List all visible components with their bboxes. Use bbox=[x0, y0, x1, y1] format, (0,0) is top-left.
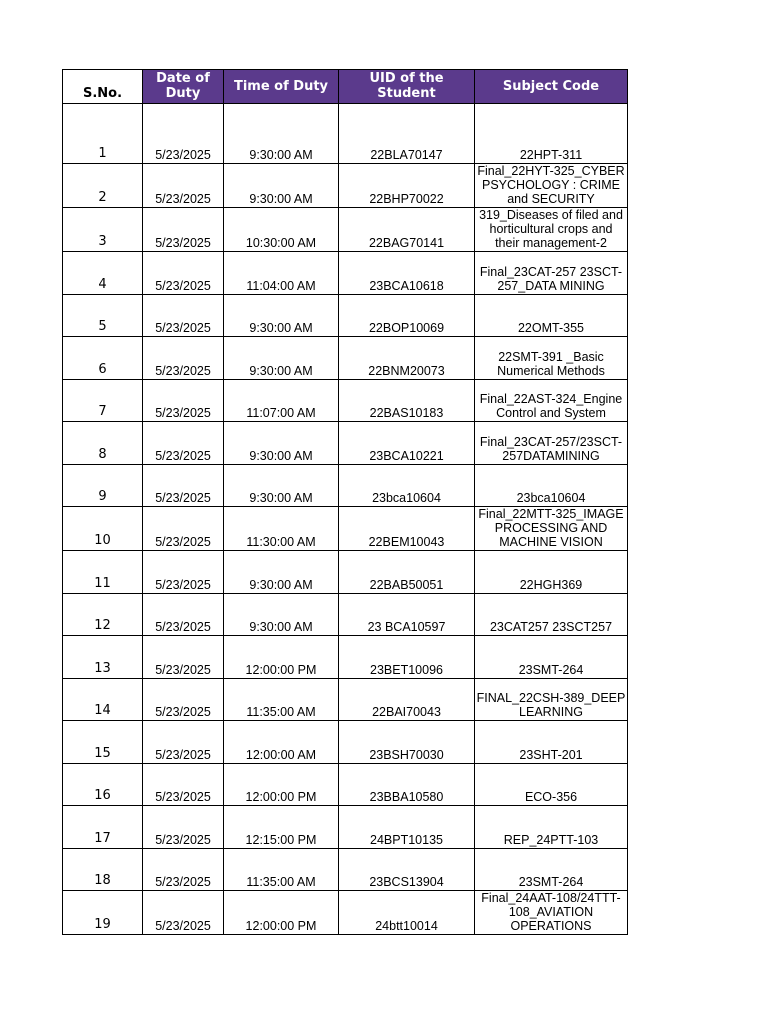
cell-date: 5/23/2025 bbox=[143, 294, 224, 337]
cell-subject: FINAL_22CSH-389_DEEP LEARNING bbox=[475, 678, 628, 721]
cell-sno: 5 bbox=[63, 294, 143, 337]
cell-sno: 4 bbox=[63, 252, 143, 295]
cell-subject: Final_22HYT-325_CYBER PSYCHOLOGY : CRIME and SECURITY bbox=[475, 164, 628, 208]
cell-uid: 22BAS10183 bbox=[339, 379, 475, 422]
cell-uid: 23BCS13904 bbox=[339, 848, 475, 891]
cell-time: 9:30:00 AM bbox=[224, 337, 339, 380]
table-row bbox=[63, 763, 628, 806]
cell-subject: 23SMT-264 bbox=[475, 848, 628, 891]
cell-sno: 7 bbox=[63, 379, 143, 422]
table-row bbox=[63, 252, 628, 295]
cell-subject: ECO-356 bbox=[475, 763, 628, 806]
table-row bbox=[63, 464, 628, 507]
cell-sno: 8 bbox=[63, 422, 143, 465]
cell-subject: 23bca10604 bbox=[475, 464, 628, 507]
cell-uid: 23BBA10580 bbox=[339, 763, 475, 806]
header-uid: UID of the Student bbox=[339, 70, 475, 104]
cell-sno: 11 bbox=[63, 551, 143, 594]
table-row bbox=[63, 551, 628, 594]
cell-uid: 22BLA70147 bbox=[339, 104, 475, 164]
cell-sno: 17 bbox=[63, 806, 143, 849]
cell-uid: 22BAG70141 bbox=[339, 208, 475, 252]
cell-time: 9:30:00 AM bbox=[224, 164, 339, 208]
cell-uid: 24BPT10135 bbox=[339, 806, 475, 849]
cell-time: 12:00:00 PM bbox=[224, 636, 339, 679]
table-header bbox=[63, 70, 628, 104]
cell-sno: 12 bbox=[63, 593, 143, 636]
cell-time: 12:15:00 PM bbox=[224, 806, 339, 849]
cell-subject: Final_24AAT-108/24TTT-108_AVIATION OPERATIONS bbox=[475, 891, 628, 935]
table-row bbox=[63, 294, 628, 337]
cell-time: 11:35:00 AM bbox=[224, 678, 339, 721]
cell-date: 5/23/2025 bbox=[143, 636, 224, 679]
cell-time: 12:00:00 PM bbox=[224, 763, 339, 806]
cell-sno: 2 bbox=[63, 164, 143, 208]
cell-sno: 1 bbox=[63, 104, 143, 164]
cell-subject: Final_23CAT-257 23SCT-257_DATA MINING bbox=[475, 252, 628, 295]
cell-time: 9:30:00 AM bbox=[224, 422, 339, 465]
cell-date: 5/23/2025 bbox=[143, 164, 224, 208]
cell-subject: Final_22MTT-325_IMAGE PROCESSING AND MACHINE VISION bbox=[475, 507, 628, 551]
cell-date: 5/23/2025 bbox=[143, 848, 224, 891]
cell-date: 5/23/2025 bbox=[143, 208, 224, 252]
cell-time: 9:30:00 AM bbox=[224, 551, 339, 594]
cell-subject: Final_23CAT-257/23SCT-257DATAMINING bbox=[475, 422, 628, 465]
cell-uid: 23 BCA10597 bbox=[339, 593, 475, 636]
table-row bbox=[63, 806, 628, 849]
cell-date: 5/23/2025 bbox=[143, 551, 224, 594]
cell-date: 5/23/2025 bbox=[143, 593, 224, 636]
cell-date: 5/23/2025 bbox=[143, 678, 224, 721]
cell-date: 5/23/2025 bbox=[143, 464, 224, 507]
cell-time: 11:30:00 AM bbox=[224, 507, 339, 551]
cell-time: 9:30:00 AM bbox=[224, 104, 339, 164]
cell-sno: 14 bbox=[63, 678, 143, 721]
cell-date: 5/23/2025 bbox=[143, 763, 224, 806]
header-date: Date of Duty bbox=[143, 70, 224, 104]
cell-sno: 13 bbox=[63, 636, 143, 679]
header-subject: Subject Code bbox=[475, 70, 628, 104]
cell-date: 5/23/2025 bbox=[143, 806, 224, 849]
cell-time: 9:30:00 AM bbox=[224, 464, 339, 507]
table-row bbox=[63, 337, 628, 380]
table-row bbox=[63, 721, 628, 764]
cell-subject: 22SMT-391 _Basic Numerical Methods bbox=[475, 337, 628, 380]
cell-time: 11:04:00 AM bbox=[224, 252, 339, 295]
header-time: Time of Duty bbox=[224, 70, 339, 104]
cell-sno: 16 bbox=[63, 763, 143, 806]
cell-uid: 23BCA10221 bbox=[339, 422, 475, 465]
header-row bbox=[63, 70, 628, 104]
table-row bbox=[63, 848, 628, 891]
duty-table bbox=[62, 69, 628, 935]
cell-uid: 23BSH70030 bbox=[339, 721, 475, 764]
cell-date: 5/23/2025 bbox=[143, 104, 224, 164]
cell-date: 5/23/2025 bbox=[143, 721, 224, 764]
cell-uid: 22BNM20073 bbox=[339, 337, 475, 380]
cell-sno: 10 bbox=[63, 507, 143, 551]
cell-time: 11:07:00 AM bbox=[224, 379, 339, 422]
cell-date: 5/23/2025 bbox=[143, 422, 224, 465]
cell-subject: Final_22AST-324_Engine Control and System bbox=[475, 379, 628, 422]
cell-time: 9:30:00 AM bbox=[224, 294, 339, 337]
cell-time: 9:30:00 AM bbox=[224, 593, 339, 636]
table-row bbox=[63, 208, 628, 252]
cell-uid: 22BAB50051 bbox=[339, 551, 475, 594]
table-row bbox=[63, 104, 628, 164]
cell-sno: 19 bbox=[63, 891, 143, 935]
cell-subject: 23CAT257 23SCT257 bbox=[475, 593, 628, 636]
cell-time: 11:35:00 AM bbox=[224, 848, 339, 891]
cell-uid: 22BHP70022 bbox=[339, 164, 475, 208]
table-body bbox=[63, 104, 628, 935]
cell-uid: 22BOP10069 bbox=[339, 294, 475, 337]
cell-sno: 9 bbox=[63, 464, 143, 507]
table-row bbox=[63, 636, 628, 679]
cell-sno: 6 bbox=[63, 337, 143, 380]
table-row bbox=[63, 678, 628, 721]
cell-uid: 23bca10604 bbox=[339, 464, 475, 507]
cell-subject: 23SMT-264 bbox=[475, 636, 628, 679]
table-row bbox=[63, 891, 628, 935]
cell-sno: 3 bbox=[63, 208, 143, 252]
cell-sno: 18 bbox=[63, 848, 143, 891]
cell-subject: 319_Diseases of filed and horticultural crops and their management-2 bbox=[475, 208, 628, 252]
table-row bbox=[63, 507, 628, 551]
cell-time: 12:00:00 PM bbox=[224, 891, 339, 935]
header-sno: S.No. bbox=[63, 70, 143, 104]
cell-uid: 23BCA10618 bbox=[339, 252, 475, 295]
table-row bbox=[63, 379, 628, 422]
cell-sno: 15 bbox=[63, 721, 143, 764]
cell-uid: 24btt10014 bbox=[339, 891, 475, 935]
cell-subject: 23SHT-201 bbox=[475, 721, 628, 764]
cell-date: 5/23/2025 bbox=[143, 507, 224, 551]
table-row bbox=[63, 593, 628, 636]
cell-subject: 22HPT-311 bbox=[475, 104, 628, 164]
cell-uid: 22BEM10043 bbox=[339, 507, 475, 551]
cell-uid: 22BAI70043 bbox=[339, 678, 475, 721]
cell-date: 5/23/2025 bbox=[143, 337, 224, 380]
cell-time: 10:30:00 AM bbox=[224, 208, 339, 252]
cell-date: 5/23/2025 bbox=[143, 891, 224, 935]
cell-date: 5/23/2025 bbox=[143, 379, 224, 422]
cell-subject: 22OMT-355 bbox=[475, 294, 628, 337]
cell-date: 5/23/2025 bbox=[143, 252, 224, 295]
cell-time: 12:00:00 AM bbox=[224, 721, 339, 764]
table-row bbox=[63, 422, 628, 465]
cell-subject: REP_24PTT-103 bbox=[475, 806, 628, 849]
table-row bbox=[63, 164, 628, 208]
cell-subject: 22HGH369 bbox=[475, 551, 628, 594]
cell-uid: 23BET10096 bbox=[339, 636, 475, 679]
